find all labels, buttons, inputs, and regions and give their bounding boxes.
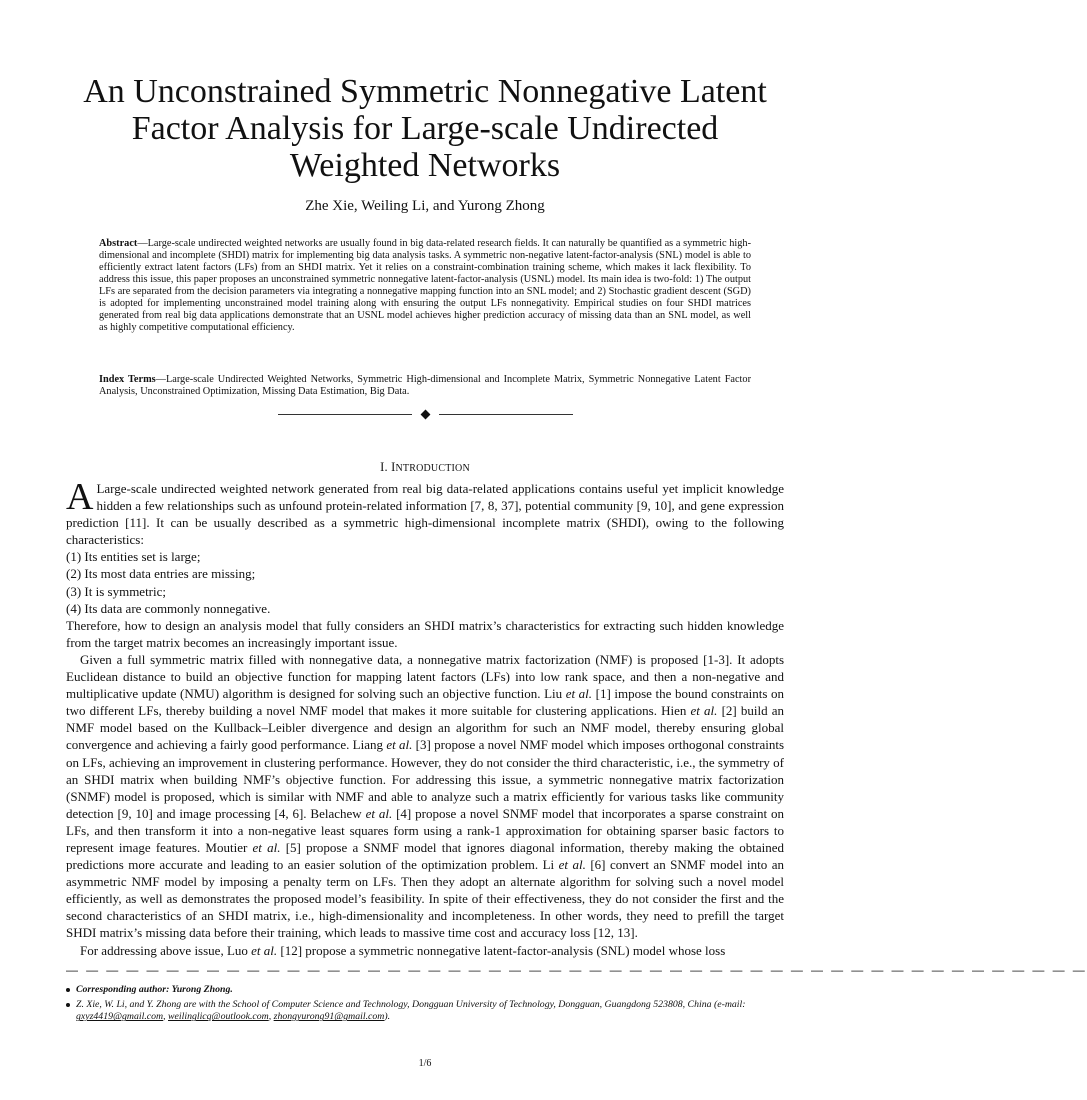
et-al: et al. bbox=[252, 839, 281, 855]
bullet-icon bbox=[66, 988, 70, 992]
email-link[interactable]: weilinglicq@outlook.com bbox=[168, 1011, 269, 1023]
diamond-icon bbox=[420, 410, 430, 420]
list-item: (2) Its most data entries are missing; bbox=[66, 566, 256, 582]
paragraph-4-text: [12] propose a symmetric nonnegative latent-factor-analysis (SNL) model whose loss bbox=[277, 942, 726, 958]
footnotes bbox=[64, 984, 786, 1027]
et-al: et al. bbox=[251, 942, 278, 958]
page-number: 1/6 bbox=[418, 1058, 432, 1069]
index-terms-label: Index Terms bbox=[99, 374, 156, 385]
paragraph-2: Therefore, how to design an analysis model that fully considers an SHDI matrix’s characteristics for extracting such hidden knowledge from the target matrix becomes an increasingly important issue. bbox=[66, 617, 784, 650]
paragraph-3 bbox=[66, 651, 784, 942]
bullet-icon bbox=[66, 1003, 70, 1007]
affiliation-close: ). bbox=[384, 1011, 391, 1023]
paragraph-1 bbox=[66, 476, 784, 548]
paragraph-4-text: For addressing above issue, Luo bbox=[80, 942, 252, 958]
list-item: (4) Its data are commonly nonnegative. bbox=[66, 600, 271, 616]
et-al: et al. bbox=[365, 805, 393, 821]
index-terms bbox=[99, 374, 751, 398]
footnote-affiliation bbox=[64, 999, 786, 1023]
paragraph-1-text: Large-scale undirected weighted network generated from real big data-related applications contains useful yet implicit knowledge hidden a few relationships such as unfound protein-related information [7, 8, 37], potential community [9, 10], and gene expression prediction [11]. It can be usually described as a symmetric high-dimensional incomplete matrix (SHDI), owing to the following characteristics: bbox=[66, 481, 784, 548]
et-al: et al. bbox=[386, 737, 413, 753]
affiliation-text: Z. Xie, W. Li, and Y. Zhong are with the School of Computer Science and Technology, Dongguan University of Technology, Dongguan, Guangdong 523808, China (e-mail: bbox=[76, 999, 746, 1011]
abstract-text: —Large-scale undirected weighted networks are usually found in big data-related research fields. It can naturally be quantified as a symmetric high-dimensional and incomplete (SHDI) matrix for implementing big data analysis tasks. A symmetric non-negative latent-factor-analysis (SNL) model is able to efficiently extract latent factors (LFs) from an SHDI matrix. Yet it relies on a constraint-combination training scheme, which makes it lack flexibility. To address this issue, this paper proposes an unconstrained symmetric nonnegative latent-factor-analysis (USNL) model. Its main idea is two-fold: 1) The output LFs are separated from the decision parameters via integrating a nonnegative mapping function into an SNL model; and 2) Stochastic gradient descent (SGD) is adopted for implementing unconstrained model training along with ensuring the output LFs nonnegativity. Empirical studies on four SHDI matrices generated from real big data applications demonstrate that an USNL model achieves higher prediction accuracy of missing data than an SNL model, as well as highly competitive computational efficiency. bbox=[99, 238, 751, 333]
paragraph-3-text: Given a full symmetric matrix filled with nonnegative data, a nonnegative matrix factorization (NMF) is proposed [1-3]. It adopts Euclidean distance to build an objective function for mapping latent factors (LFs) into low rank space, and then a non-negative and multiplicative update (NMU) algorithm is designed for solving such an objective function. Liu bbox=[66, 651, 784, 702]
section-divider bbox=[0, 411, 850, 418]
paragraph-3-text: [6] convert an SNMF model into an asymmetric NMF model by imposing a penalty term on LFs. Then they adopt an alternate algorithm for solving such a novel model efficiently, as well as demonstrates the proposed model’s feasibility. In spite of their effectiveness, they do not consider the first and the second characteristics of an SHDI matrix, i.e., high-dimensionality and incompleteness. In other words, they need to prefill the target SHDI matrix’s missing data before their training, which leads to massive time cost and accuracy loss [12, 13]. bbox=[66, 857, 785, 941]
paragraph-3-text: [2] build an NMF model based on the Kullback–Leibler divergence and design an algorithm for such an NMF model, thereby ensuring global convergence and achieving a fairly good performance. Liang bbox=[66, 703, 784, 753]
index-terms-text: —Large-scale Undirected Weighted Networks, Symmetric High-dimensional and Incomplete Matrix, Symmetric Nonnegative Latent Factor Analysis, Unconstrained Optimization, Missing Data Estimation, Big Data. bbox=[99, 374, 752, 397]
et-al: et al. bbox=[690, 703, 718, 719]
abstract bbox=[99, 238, 751, 334]
list-item: (1) Its entities set is large; bbox=[66, 549, 201, 565]
paragraph-3-text: [5] propose a SNMF model that ignores diagonal information, thereby making the obtained predictions more accurate and leading to an easier solution of the optimization problem. Li bbox=[66, 839, 785, 873]
drop-cap: A bbox=[66, 476, 94, 518]
footnote-corresponding bbox=[64, 984, 786, 996]
paper-title: An Unconstrained Symmetric Nonnegative Latent Factor Analysis for Large-scale Undirected Weighted Networks bbox=[83, 73, 767, 184]
section-first-letter: I bbox=[391, 460, 396, 474]
section-heading-introduction bbox=[0, 460, 850, 475]
et-al: et al. bbox=[565, 686, 593, 702]
introduction-body bbox=[66, 476, 785, 959]
divider-line-left bbox=[278, 414, 412, 415]
footnote-separator: — — — — — — — — — — — — — — — — — — — — — — — — — — — — — — — — — — — — — — — — — — — — — — — — — — — bbox=[66, 963, 1087, 977]
corresponding-author: Corresponding author: Yurong Zhong. bbox=[76, 984, 233, 995]
paragraph-4 bbox=[66, 942, 784, 959]
email-separator: , bbox=[163, 1011, 169, 1023]
section-title-rest: NTRODUCTION bbox=[395, 463, 470, 474]
list-item: (3) It is symmetric; bbox=[66, 583, 167, 599]
paragraph-3-text: [1] impose the bound constraints on two different LFs, thereby building a novel NMF model that makes it more suitable for clustering applications. Hien bbox=[66, 686, 784, 719]
paragraph-3-text: [3] propose a novel NMF model which imposes orthogonal constraints on LFs, achieving an improvement in clustering performance. However, they do not consider the third characteristic, i.e., the symmetry of an SHDI matrix when building NMF’s objective function. For addressing this issue, a symmetric nonnegative matrix factorization (SNMF) model is proposed, which is similar with NMF and able to analyze such a matrix efficiently for various tasks like community detection [9, 10] and image processing [4, 6]. Belachew bbox=[66, 737, 785, 821]
paragraph-3-text: [4] propose a novel SNMF model that incorporates a sparse constraint on LFs, and then transform it into a non-negative least squares form using a rank-1 approximation for obtaining sparser basic factors to represent image features. Moutier bbox=[66, 805, 784, 855]
author-list: Zhe Xie, Weiling Li, and Yurong Zhong bbox=[305, 198, 545, 214]
section-numeral: I. bbox=[380, 460, 392, 474]
et-al: et al. bbox=[558, 857, 586, 873]
divider-line-right bbox=[439, 414, 573, 415]
abstract-label: Abstract bbox=[99, 238, 138, 249]
email-link[interactable]: gxyz4419@gmail.com bbox=[76, 1011, 164, 1023]
email-link[interactable]: zhongyurong91@gmail.com bbox=[273, 1011, 385, 1023]
email-separator: , bbox=[268, 1011, 274, 1023]
